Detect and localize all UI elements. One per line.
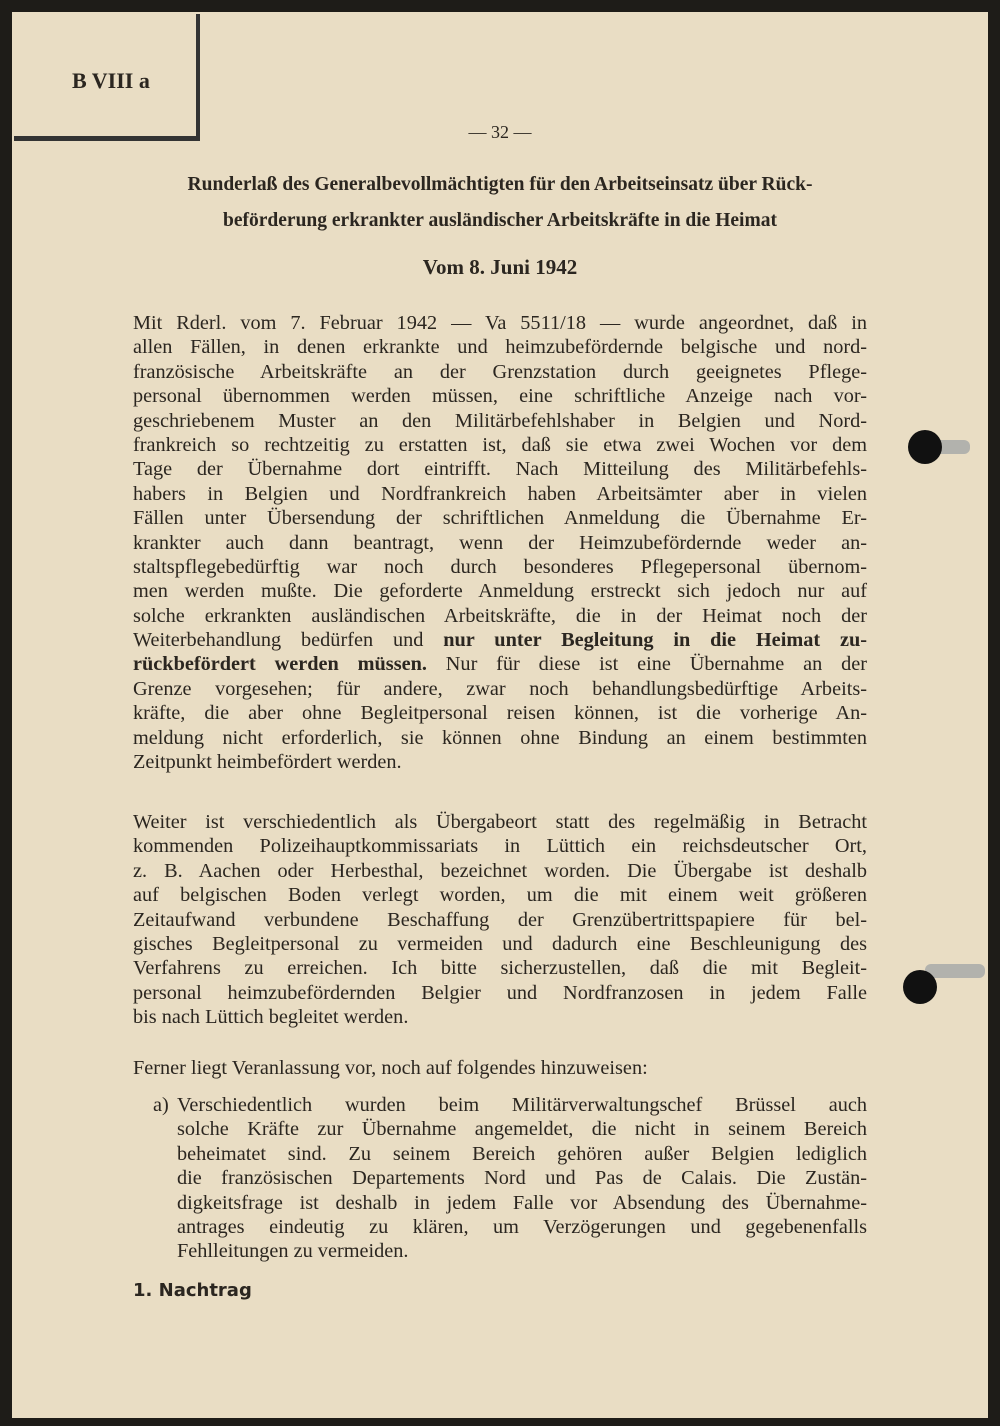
text-line (133, 908, 867, 932)
text-segment: solche erkrankten ausländischen Arbeitskräfte, die in der Heimat noch der (133, 604, 867, 627)
text-line (133, 311, 867, 335)
text-line: Verschiedentlich wurden beim Militärverwaltungschef Brüssel auch (177, 1094, 867, 1116)
document-title-line-2: beförderung erkrankter ausländischer Arbeitskräfte in die Heimat (223, 210, 777, 231)
text-segment: kräfte, die aber ohne Begleitpersonal reisen können, ist die vorherige An- (133, 702, 867, 725)
text-line: beheimatet sind. Zu seinem Bereich gehören außer Belgien lediglich (177, 1142, 867, 1165)
text-segment: personal übernommen werden müssen, eine schriftliche Anzeige nach vor- (133, 385, 867, 408)
text-segment: personal heimzubefördernden Belgier und Nordfranzosen in jedem Falle (133, 981, 867, 1004)
text-line: solche Kräfte zur Übernahme angemeldet, die nicht in seinem Bereich (177, 1118, 867, 1141)
document-title-line-1: Runderlaß des Generalbevollmächtigten für den Arbeitseinsatz über Rück- (187, 174, 813, 195)
text-line (133, 1005, 867, 1029)
text-line (133, 384, 867, 408)
text-segment: gisches Begleitpersonal zu vermeiden und dadurch eine Beschleunigung des (133, 932, 867, 955)
text-line (133, 810, 867, 834)
text-segment: men werden mußte. Die geforderte Anmeldung erstreckt sich jedoch nur auf (133, 580, 867, 603)
text-line: digkeitsfrage ist deshalb in jedem Falle vor Absendung des Übernahme- (177, 1191, 867, 1214)
text-segment: habers in Belgien und Nordfrankreich haben Arbeitsämter aber in vielen (133, 482, 867, 505)
page-number: — 32 — (468, 122, 532, 142)
text-line (133, 932, 867, 956)
text-line (133, 335, 867, 359)
bold-text: nur unter Begleitung in die Heimat zu- (443, 629, 868, 652)
text-line: antrages eindeutig zu klären, um Verzögerungen und gegebenenfalls (177, 1215, 867, 1238)
section-tab-label: B VIII a (72, 68, 150, 93)
text-segment: z. B. Aachen oder Herbesthal, bezeichnet worden. Die Übergabe ist deshalb (133, 859, 867, 882)
text-segment: französische Arbeitskräfte an der Grenzstation durch geeignetes Pflege- (133, 360, 867, 383)
text-segment: Weiter ist verschiedentlich als Übergabeort statt des regelmäßig in Betracht (133, 811, 867, 833)
text-line (133, 555, 867, 579)
paragraph-2 (133, 810, 867, 1030)
text-line: Fehlleitungen zu vermeiden. (177, 1240, 409, 1263)
text-segment: allen Fällen, in denen erkrankte und heimzubefördernde belgische und nord- (133, 336, 867, 359)
text-line (133, 859, 867, 883)
text-line (133, 1056, 867, 1080)
text-segment: auf belgischen Boden verlegt worden, um die mit einem weit größeren (133, 884, 867, 907)
text-segment: krankter auch dann beantragt, wenn der Heimzubefördernde weder an- (133, 531, 867, 554)
text-segment: bis nach Lüttich begleitet werden. (133, 1006, 409, 1029)
text-line (133, 506, 867, 530)
text-line (133, 834, 867, 858)
text-segment: Mit Rderl. vom 7. Februar 1942 — Va 5511/18 — wurde angeordnet, daß in (133, 312, 867, 334)
text-segment: Fällen unter Übersendung der schriftlichen Anmeldung die Übernahme Er- (133, 507, 867, 530)
text-line (133, 457, 867, 481)
text-line (133, 409, 867, 433)
text-segment: Weiterbehandlung bedürfen und (133, 629, 444, 652)
text-segment: kommenden Polizeihauptkommissariats in Lüttich ein reichsdeutscher Ort, (133, 835, 867, 858)
text-segment: Ferner liegt Veranlassung vor, noch auf folgendes hinzuweisen: (133, 1057, 648, 1079)
text-line (133, 883, 867, 907)
punch-hole-smear (925, 964, 985, 978)
list-item-a (177, 1093, 867, 1264)
punch-hole (903, 970, 937, 1004)
text-segment: Tage der Übernahme dort eintrifft. Nach Mitteilung des Militärbefehls- (133, 458, 867, 481)
text-line (133, 531, 867, 555)
text-line (133, 604, 867, 628)
text-segment: meldung nicht erforderlich, sie können ohne Bindung an einem bestimmten (133, 726, 867, 749)
text-line (133, 482, 867, 506)
bold-text: rückbefördert werden müssen. (133, 653, 427, 676)
text-segment: Grenze vorgesehen; für andere, zwar noch behandlungsbedürftige Arbeits- (133, 677, 867, 700)
document-date: Vom 8. Juni 1942 (422, 255, 578, 279)
text-segment: Nur für diese ist eine Übernahme an der (426, 653, 867, 676)
text-segment: Verfahrens zu erreichen. Ich bitte sicherzustellen, daß die mit Begleit- (133, 957, 867, 980)
text-segment: geschriebenem Muster an den Militärbefehlshaber in Belgien und Nord- (133, 409, 867, 432)
text-line (133, 701, 867, 725)
text-segment: frankreich so rechtzeitig zu erstatten ist, daß sie etwa zwei Wochen vor dem (133, 433, 867, 456)
text-line (133, 433, 867, 457)
list-item-label: a) (153, 1094, 169, 1116)
punch-hole (908, 430, 942, 464)
text-line (133, 652, 867, 676)
text-segment: Zeitpunkt heimbefördert werden. (133, 751, 402, 774)
supplement-heading: 1. Nachtrag (133, 1280, 252, 1301)
paragraph-1 (133, 311, 867, 774)
text-line (133, 360, 867, 384)
text-line (133, 750, 867, 774)
text-line (133, 677, 867, 701)
text-line (133, 956, 867, 980)
text-line (133, 981, 867, 1005)
text-segment: staltspflegebedürftig war noch durch besonderes Pflegepersonal übernom- (133, 555, 867, 578)
text-line (133, 726, 867, 750)
text-line (133, 579, 867, 603)
text-line (133, 628, 867, 652)
text-line: die französischen Departements Nord und Pas de Calais. Die Zustän- (177, 1167, 867, 1190)
text-segment: Zeitaufwand verbundene Beschaffung der Grenzübertrittspapiere für bel- (133, 908, 867, 931)
paragraph-3 (133, 1056, 867, 1080)
